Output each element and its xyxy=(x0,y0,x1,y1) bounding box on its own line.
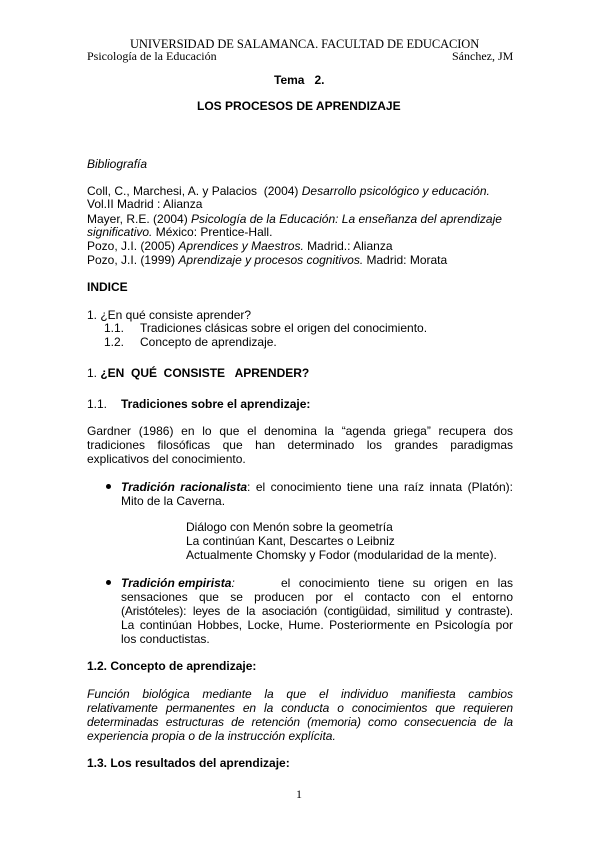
tema-label: Tema 2. xyxy=(274,73,325,87)
page-number: 1 xyxy=(296,787,302,801)
bibliography-heading: Bibliografía xyxy=(87,157,148,171)
section-1-heading: 1. ¿EN QUÉ CONSISTE APRENDER? xyxy=(87,366,310,380)
definition-line-4: experiencia propia o de la instrucción explícita. xyxy=(87,729,336,743)
section-1-3-heading: 1.3. Los resultados del aprendizaje: xyxy=(87,756,290,770)
bullet-dot-2 xyxy=(106,580,111,585)
bullet-2-line-4: La continúan Hobbes, Locke, Hume. Posteriormente en Psicología por xyxy=(121,618,513,632)
index-sub-2-text: Concepto de aprendizaje. xyxy=(140,335,277,349)
header-subject: Psicología de la Educación xyxy=(87,49,217,63)
index-sub-1-num: 1.1. xyxy=(104,321,125,335)
rationalist-label: Tradición racionalista xyxy=(121,480,247,494)
definition-line-2: relativamente permanentes en la conducta o conocimientos que requieren xyxy=(87,701,513,715)
index-heading: INDICE xyxy=(87,280,128,294)
rationalist-sub-2: La continúan Kant, Descartes o Leibniz xyxy=(186,534,395,548)
bib-entry-4: Pozo, J.I. (1999) Aprendizaje y procesos cognitivos. Madrid: Morata xyxy=(87,253,448,267)
bullet-2-line-2: sensaciones que se producen por el contacto con el entorno xyxy=(121,590,513,604)
definition-line-1: Función biológica mediante la que el individuo manifiesta cambios xyxy=(87,687,513,701)
bullet-1-line-2: Mito de la Caverna. xyxy=(121,494,226,508)
section-1-1-title: Tradiciones sobre el aprendizaje: xyxy=(121,397,311,411)
header-author: Sánchez, JM xyxy=(452,49,514,63)
empiricist-label: Tradición empirista xyxy=(121,576,232,590)
gardner-line-2: tradiciones filosóficas que han determinado los grandes paradigmas xyxy=(87,438,513,452)
header-university: UNIVERSIDAD DE SALAMANCA. FACULTAD DE EDUCACION xyxy=(130,37,480,51)
rationalist-sub-1: Diálogo con Menón sobre la geometría xyxy=(186,520,393,534)
definition-line-3: determinadas estructuras de retención (memoria) como consecuencia de la xyxy=(87,715,513,729)
bib-entry-1-line2: Vol.II Madrid : Alianza xyxy=(87,197,203,211)
gardner-line-3: explicativos del conocimiento. xyxy=(87,452,246,466)
gardner-line-1: Gardner (1986) en lo que el denomina la “agenda griega” recupera dos xyxy=(87,424,513,438)
bib-entry-1-line1: Coll, C., Marchesi, A. y Palacios (2004) Desarrollo psicológico y educación. xyxy=(87,184,490,198)
rationalist-sub-3: Actualmente Chomsky y Fodor (modularidad de la mente). xyxy=(186,548,497,562)
bullet-2-line-5: los conductistas. xyxy=(121,632,210,646)
page-title: LOS PROCESOS DE APRENDIZAJE xyxy=(197,99,401,113)
bib-entry-3: Pozo, J.I. (2005) Aprendices y Maestros. Madrid.: Alianza xyxy=(87,239,393,253)
bib-entry-2-line2: significativo. México: Prentice-Hall. xyxy=(87,225,273,239)
bullet-2-line-1-label: Tradición empirista: xyxy=(121,576,235,590)
bullet-1-line-1: Tradición racionalista: el conocimiento tiene una raíz innata (Platón): xyxy=(121,480,513,494)
index-sub-2-num: 1.2. xyxy=(104,335,125,349)
bib-entry-2-line1: Mayer, R.E. (2004) Psicología de la Educación: La enseñanza del aprendizaje xyxy=(87,212,502,226)
section-1-1-num: 1.1. xyxy=(87,397,108,411)
index-sub-1-text: Tradiciones clásicas sobre el origen del conocimiento. xyxy=(140,321,428,335)
section-1-2-heading: 1.2. Concepto de aprendizaje: xyxy=(87,659,257,673)
index-item-1: 1. ¿En qué consiste aprender? xyxy=(87,308,252,322)
bullet-2-line-3: (Aristóteles): leyes de la asociación (contigüidad, similitud y contraste). xyxy=(121,604,513,618)
bullet-dot-1 xyxy=(106,484,111,489)
bullet-2-line-1-rest: el conocimiento tiene su origen en las xyxy=(281,576,513,590)
